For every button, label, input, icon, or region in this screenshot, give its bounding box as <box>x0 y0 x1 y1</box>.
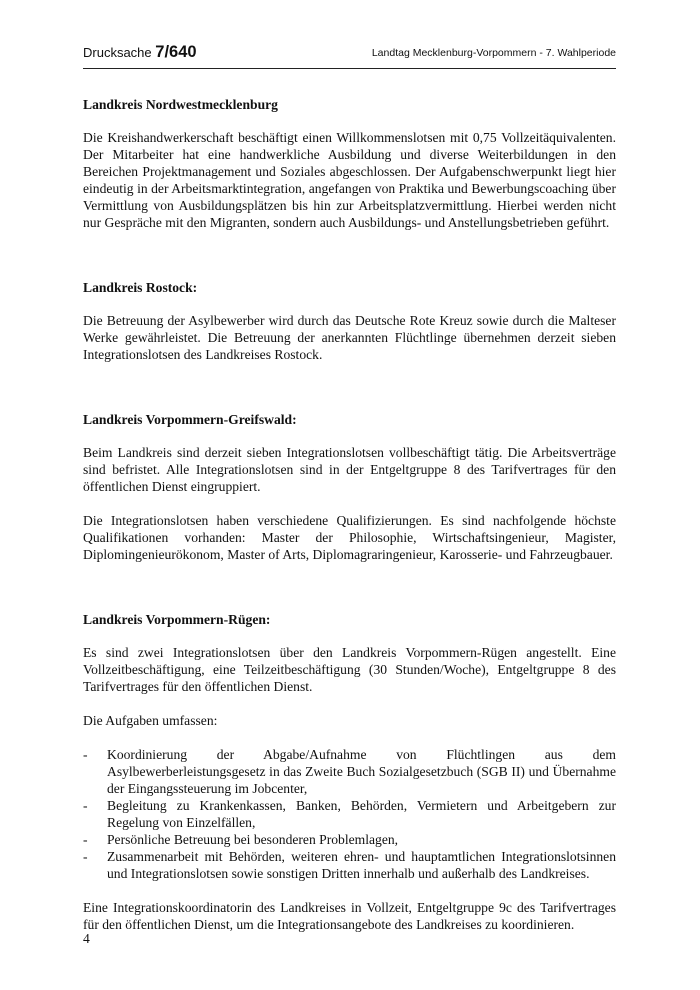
list-item: - Koordinierung der Abgabe/Aufnahme von Flüchtlingen aus dem Asylbewerberleistungsgesetz in das Zweite Buch Sozialgesetzbuch (SGB II) und Übernahme der Eingangssteuerung im Jobcenter, <box>83 746 616 797</box>
section-vorpommern-ruegen <box>83 611 616 933</box>
section-heading: Landkreis Vorpommern-Greifswald: <box>83 412 297 427</box>
section-heading: Landkreis Nordwestmecklenburg <box>83 97 278 112</box>
paragraph: Eine Integrationskoordinatorin des Landkreises in Vollzeit, Entgeltgruppe 9c des Tarifvertrages für den öffentlichen Dienst, um die Integrationsangebote des Landkreises zu koordinieren. <box>83 900 616 932</box>
page-header <box>83 40 616 69</box>
paragraph: Die Betreuung der Asylbewerber wird durch das Deutsche Rote Kreuz sowie durch die Malteser Werke gewährleistet. Die Betreuung der anerkannten Flüchtlinge übernehmen derzeit sieben Integrationslotsen des Landkreises Rostock. <box>83 313 616 362</box>
paragraph: Es sind zwei Integrationslotsen über den Landkreis Vorpommern-Rügen angestellt. Eine Vollzeitbeschäftigung, eine Teilzeitbeschäftigung (30 Stunden/Woche), Entgeltgruppe 8 des Tarifvertrages für den öffentlichen Dienst. <box>83 645 616 694</box>
paragraph: Die Aufgaben umfassen: <box>83 713 218 728</box>
list-item: - Begleitung zu Krankenkassen, Banken, Behörden, Vermietern und Arbeitgebern zur Regelung von Einzelfällen, <box>83 797 616 831</box>
paragraph: Die Kreishandwerkerschaft beschäftigt einen Willkommenslotsen mit 0,75 Vollzeitäquivalenten. Der Mitarbeiter hat eine handwerkliche Ausbildung und diverse Weiterbildungen in den Bereichen Projektmanagement und Soziales abgeschlossen. Der Aufgabenschwerpunkt liegt hier eindeutig in der Arbeitsmarktintegration, angefangen von Praktika und Bewerbungscoaching über Vermittlung von Ausbildungsplätzen bis hin zur Arbeitsplatzvermittlung. Hierbei werden nicht nur Gespräche mit den Migranten, sondern auch Ausbildungs- und Anstellungsbetrieben geführt. <box>83 130 616 230</box>
list-item: - Zusammenarbeit mit Behörden, weiteren ehren- und hauptamtlichen Integrationslotsinnen und Integrationslotsen sowie sonstigen Dritten innerhalb und außerhalb des Landkreises. <box>83 848 616 882</box>
list-item: - Persönliche Betreuung bei besonderen Problemlagen, <box>83 831 616 848</box>
section-nordwestmecklenburg <box>83 96 616 231</box>
doc-label: Drucksache <box>83 45 152 60</box>
doc-number: 7/640 <box>155 43 197 61</box>
section-rostock <box>83 279 616 363</box>
parliament-label: Landtag Mecklenburg-Vorpommern - 7. Wahlperiode <box>371 47 616 59</box>
paragraph: Beim Landkreis sind derzeit sieben Integrationslotsen vollbeschäftigt tätig. Die Arbeitsverträge sind befristet. Alle Integrationslotsen sind in der Entgeltgruppe 8 des Tarifvertrages für den öffentlichen Dienst eingruppiert. <box>83 445 616 494</box>
document-reference <box>83 43 197 62</box>
section-vorpommern-greifswald <box>83 411 616 563</box>
section-heading: Landkreis Vorpommern-Rügen: <box>83 612 271 627</box>
task-list <box>83 746 616 882</box>
page-number: 4 <box>83 931 90 946</box>
paragraph: Die Integrationslotsen haben verschiedene Qualifizierungen. Es sind nachfolgende höchste Qualifikationen vorhanden: Master der Philosophie, Wirtschaftsingenieur, Magister, Diplomingenieurökonom, Master of Arts, Diplomagraringenieur, Karosserie- und Fahrzeugbauer. <box>83 513 616 562</box>
document-body <box>83 96 616 950</box>
section-heading: Landkreis Rostock: <box>83 280 198 295</box>
